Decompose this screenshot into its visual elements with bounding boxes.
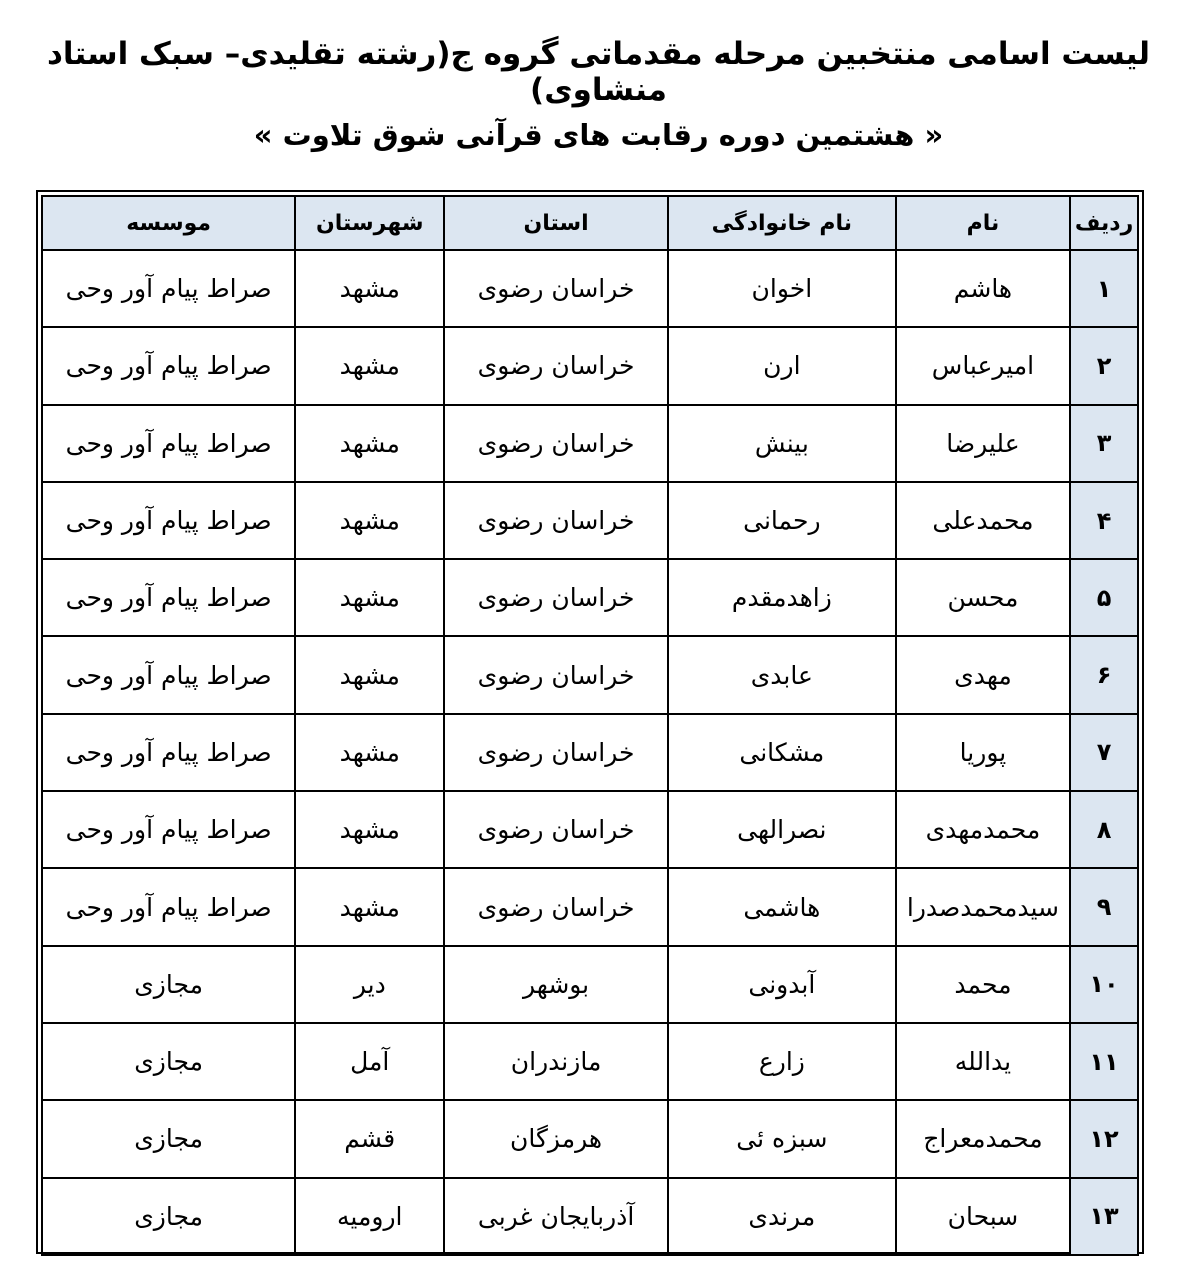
- table-row: [42, 250, 1138, 327]
- cell-institute: مجازی: [42, 946, 295, 1023]
- cell-institute: صراط پیام آور وحی: [42, 714, 295, 791]
- cell-institute: صراط پیام آور وحی: [42, 405, 295, 482]
- cell-index: ۳: [1070, 405, 1138, 482]
- cell-last-name: اخوان: [668, 250, 896, 327]
- cell-last-name: مشکانی: [668, 714, 896, 791]
- cell-city: مشهد: [295, 868, 444, 945]
- header-first-name: نام: [896, 196, 1070, 250]
- cell-city: مشهد: [295, 714, 444, 791]
- cell-first-name: امیرعباس: [896, 327, 1070, 404]
- cell-institute: صراط پیام آور وحی: [42, 559, 295, 636]
- document-subtitle: « هشتمین دوره رقابت های قرآنی شوق تلاوت »: [253, 118, 944, 152]
- table-row: [42, 1100, 1138, 1177]
- cell-index: ۱۰: [1070, 946, 1138, 1023]
- cell-last-name: مرندی: [668, 1178, 896, 1255]
- cell-first-name: محمدعلی: [896, 482, 1070, 559]
- cell-last-name: عابدی: [668, 636, 896, 713]
- cell-city: مشهد: [295, 405, 444, 482]
- cell-last-name: نصرالهی: [668, 791, 896, 868]
- table-row: [42, 636, 1138, 713]
- table-row: [42, 791, 1138, 868]
- cell-institute: مجازی: [42, 1178, 295, 1255]
- cell-city: مشهد: [295, 250, 444, 327]
- table-row: [42, 868, 1138, 945]
- cell-index: ۵: [1070, 559, 1138, 636]
- cell-province: هرمزگان: [444, 1100, 668, 1177]
- cell-index: ۶: [1070, 636, 1138, 713]
- cell-province: خراسان رضوی: [444, 327, 668, 404]
- cell-last-name: رحمانی: [668, 482, 896, 559]
- header-index: ردیف: [1070, 196, 1138, 250]
- cell-province: خراسان رضوی: [444, 482, 668, 559]
- cell-institute: مجازی: [42, 1023, 295, 1100]
- cell-city: دیر: [295, 946, 444, 1023]
- cell-province: مازندران: [444, 1023, 668, 1100]
- results-table: [41, 195, 1139, 1256]
- cell-city: ارومیه: [295, 1178, 444, 1255]
- cell-last-name: آبدونی: [668, 946, 896, 1023]
- cell-first-name: پوریا: [896, 714, 1070, 791]
- cell-institute: صراط پیام آور وحی: [42, 636, 295, 713]
- cell-province: بوشهر: [444, 946, 668, 1023]
- cell-index: ۱۲: [1070, 1100, 1138, 1177]
- table-header-row: [42, 196, 1138, 250]
- cell-province: خراسان رضوی: [444, 636, 668, 713]
- cell-city: مشهد: [295, 791, 444, 868]
- cell-first-name: علیرضا: [896, 405, 1070, 482]
- table-row: [42, 1178, 1138, 1255]
- header-province: استان: [444, 196, 668, 250]
- table-row: [42, 327, 1138, 404]
- cell-index: ۴: [1070, 482, 1138, 559]
- cell-province: خراسان رضوی: [444, 405, 668, 482]
- cell-first-name: هاشم: [896, 250, 1070, 327]
- cell-province: خراسان رضوی: [444, 868, 668, 945]
- cell-index: ۱۱: [1070, 1023, 1138, 1100]
- cell-province: آذربایجان غربی: [444, 1178, 668, 1255]
- cell-institute: صراط پیام آور وحی: [42, 482, 295, 559]
- cell-institute: صراط پیام آور وحی: [42, 868, 295, 945]
- cell-index: ۱۳: [1070, 1178, 1138, 1255]
- cell-institute: صراط پیام آور وحی: [42, 250, 295, 327]
- cell-last-name: ارن: [668, 327, 896, 404]
- table-row: [42, 1023, 1138, 1100]
- cell-first-name: سبحان: [896, 1178, 1070, 1255]
- cell-city: مشهد: [295, 482, 444, 559]
- cell-last-name: بینش: [668, 405, 896, 482]
- cell-province: خراسان رضوی: [444, 714, 668, 791]
- cell-first-name: سیدمحمدصدرا: [896, 868, 1070, 945]
- cell-city: آمل: [295, 1023, 444, 1100]
- cell-index: ۷: [1070, 714, 1138, 791]
- table-row: [42, 559, 1138, 636]
- cell-last-name: زارع: [668, 1023, 896, 1100]
- cell-index: ۱: [1070, 250, 1138, 327]
- document-title: لیست اسامی منتخبین مرحله مقدماتی گروه ج(رشته تقلیدی– سبک استاد منشاوی): [46, 36, 1151, 108]
- cell-first-name: محمدمعراج: [896, 1100, 1070, 1177]
- cell-city: مشهد: [295, 327, 444, 404]
- cell-city: مشهد: [295, 559, 444, 636]
- cell-first-name: محمد: [896, 946, 1070, 1023]
- results-table-frame: [36, 190, 1144, 1254]
- cell-province: خراسان رضوی: [444, 791, 668, 868]
- cell-last-name: سبزه ئی: [668, 1100, 896, 1177]
- header-institute: موسسه: [42, 196, 295, 250]
- table-row: [42, 405, 1138, 482]
- header-last-name: نام خانوادگی: [668, 196, 896, 250]
- cell-first-name: محسن: [896, 559, 1070, 636]
- cell-province: خراسان رضوی: [444, 250, 668, 327]
- cell-index: ۲: [1070, 327, 1138, 404]
- cell-institute: صراط پیام آور وحی: [42, 327, 295, 404]
- cell-city: مشهد: [295, 636, 444, 713]
- table-row: [42, 482, 1138, 559]
- table-row: [42, 946, 1138, 1023]
- cell-institute: مجازی: [42, 1100, 295, 1177]
- cell-last-name: زاهدمقدم: [668, 559, 896, 636]
- cell-index: ۸: [1070, 791, 1138, 868]
- cell-province: خراسان رضوی: [444, 559, 668, 636]
- cell-institute: صراط پیام آور وحی: [42, 791, 295, 868]
- header-city: شهرستان: [295, 196, 444, 250]
- cell-city: قشم: [295, 1100, 444, 1177]
- cell-index: ۹: [1070, 868, 1138, 945]
- cell-first-name: یدالله: [896, 1023, 1070, 1100]
- cell-last-name: هاشمی: [668, 868, 896, 945]
- cell-first-name: مهدی: [896, 636, 1070, 713]
- cell-first-name: محمدمهدی: [896, 791, 1070, 868]
- table-row: [42, 714, 1138, 791]
